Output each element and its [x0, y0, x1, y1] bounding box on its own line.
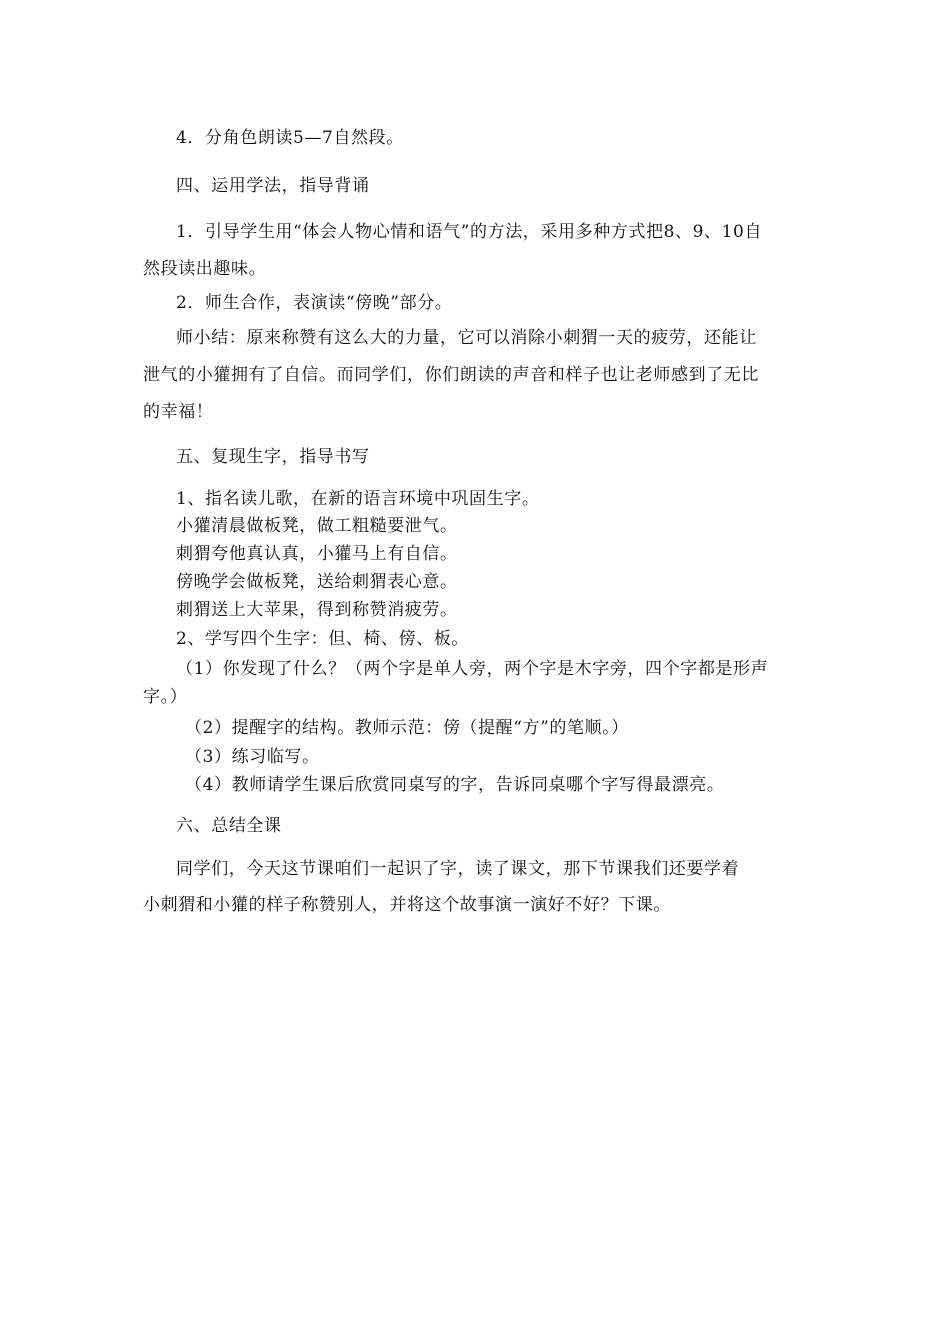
paragraph-line: 小刺猬和小獾的样子称赞别人，并将这个故事演一演好不好？下课。 — [143, 895, 671, 915]
paragraph-line: （2）提醒字的结构。教师示范：傍（提醒“方”的笔顺。） — [185, 718, 629, 738]
paragraph-line: 的幸福！ — [143, 402, 214, 422]
paragraph-line: 师小结：原来称赞有这么大的力量，它可以消除小刺猬一天的疲劳，还能让 — [176, 328, 757, 348]
paragraph-line: （3）练习临写。 — [185, 747, 320, 767]
section-heading-four: 四、运用学法，指导背诵 — [176, 176, 370, 196]
paragraph-line: 2、学写四个生字：但、椅、傍、板。 — [176, 629, 470, 649]
paragraph-line: （4）教师请学生课后欣赏同桌写的字，告诉同桌哪个字写得最漂亮。 — [185, 775, 725, 795]
paragraph-line: 2．师生合作，表演读“傍晚”部分。 — [176, 293, 453, 313]
paragraph-line: 1．引导学生用“体会人物心情和语气”的方法，采用多种方式把8、9、10自 — [176, 222, 763, 242]
paragraph-line: 然段读出趣味。 — [143, 259, 267, 279]
paragraph-line: 字。） — [143, 687, 188, 707]
paragraph-line: 1、指名读儿歌，在新的语言环境中巩固生字。 — [176, 489, 540, 509]
poem-line: 刺猬送上大苹果，得到称赞消疲劳。 — [176, 600, 458, 620]
poem-line: 刺猬夸他真认真，小獾马上有自信。 — [176, 544, 458, 564]
paragraph-line: 泄气的小獾拥有了自信。而同学们，你们朗读的声音和样子也让老师感到了无比 — [143, 365, 759, 385]
section-heading-six: 六、总结全课 — [176, 816, 282, 836]
section-heading-five: 五、复现生字，指导书写 — [176, 447, 370, 467]
paragraph-line: 同学们，今天这节课咱们一起识了字，读了课文，那下节课我们还要学着 — [176, 859, 740, 879]
paragraph-line: （1）你发现了什么？（两个字是单人旁，两个字是木字旁，四个字都是形声 — [176, 659, 769, 679]
list-item-reading-roles: 4．分角色朗读5—7自然段。 — [176, 128, 404, 148]
poem-line: 小獾清晨做板凳，做工粗糙要泄气。 — [176, 516, 458, 536]
poem-line: 傍晚学会做板凳，送给刺猬表心意。 — [176, 572, 458, 592]
